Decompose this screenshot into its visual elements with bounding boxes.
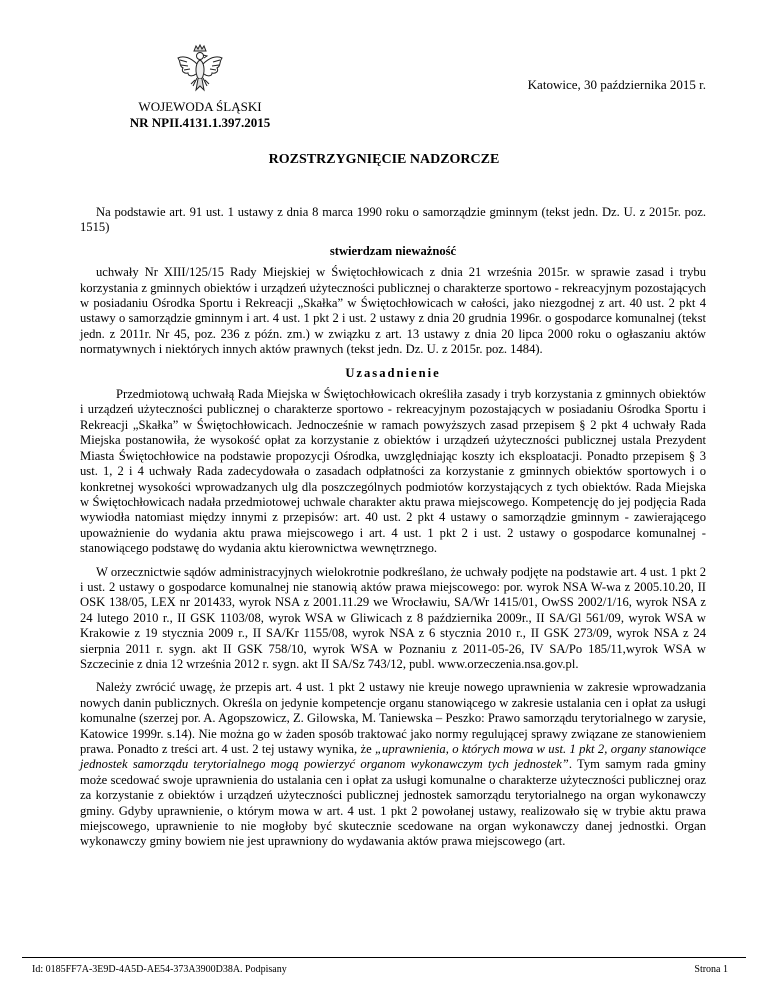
justification-heading: Uzasadnienie: [345, 365, 441, 380]
footer-divider: [22, 957, 746, 958]
page-number: Strona 1: [694, 964, 728, 975]
justification-paragraph-2: W orzecznictwie sądów administracyjnych wielokrotnie podkreślano, że uchwały podjęte na podstawie art. 4 ust. 1 pkt 2 i ust. 2 ustawy o gospodarce komunalnej nie stanowią aktów prawa miejscowego: por. wyrok NSA W-wa z 2005.10.20, II OSK 138/05, LEX nr 201433, wyrok NSA z 2001.11.29 we Wrocławiu, SA/Wr 1415/01, OwSS 2002/1/16, wyrok NSA z 24 lutego 2010 r., II GSK 1103/08, wyrok WSA w Gliwicach z 8 października 2009r., II SA/Gl 561/09, wyrok WSA w Krakowie z 19 stycznia 2009 r., II SA/Kr 1155/08, wyrok NSA z 6 stycznia 2010 r., II GSK 273/09, wyrok NSA z 24 sierpnia 2011 r. sygn. akt II GSK 758/10, wyrok WSA w Poznaniu z 2011-05-26, IV SA/Po 185/11,wyrok WSA w Szczecinie z dnia 12 września 2012 r. sygn. akt II SA/Sz 743/12, publ. www.orzeczenia.nsa.gov.pl.: [80, 564, 706, 671]
issuing-authority-block: [110, 99, 290, 131]
paragraph-3-end: . Tym samym rada gminy może scedować swoje uprawnienia do ustalania cen i opłat za usługi komunalne o charakterze użyteczności publicznej oraz za korzystanie z obiektów i urządzeń użyteczności publicznej jednostek samorządu terytorialnego na organ wykonawczy gminy. Gdyby uprawnienie, o którym mowa w art. 4 ust. 1 pkt 2 powołanej ustawy, realizowało się w trybie aktu prawa miejscowego, uprawnienie to nie mogłoby być skutecznie scedowane na organ wykonawczy danej jednostki. Organ wykonawczy gminy bowiem nie jest uprawniony do wydawania aktów prawa miejscowego (art.: [80, 757, 707, 849]
document-id: Id: 0185FF7A-3E9D-4A5D-AE54-373A3900D38A. Podpisany: [32, 964, 287, 975]
justification-paragraph-3: [80, 680, 706, 849]
decision-statement: stwierdzam nieważność: [329, 243, 457, 258]
legal-basis: Na podstawie art. 91 ust. 1 ustawy z dnia 8 marca 1990 roku o samorządzie gminnym (tekst jedn. Dz. U. z 2015r. poz. 1515): [80, 205, 706, 235]
polish-eagle-emblem-icon: [175, 42, 225, 94]
justification-paragraph-1: Przedmiotową uchwałą Rada Miejska w Świętochłowicach określiła zasady i tryb korzystania z gminnych obiektów i urządzeń użyteczności publicznej o charakterze sportowo - rekreacyjnym pozostających w posiadaniu Ośrodka Sportu i Rekreacji „Skałka” w Świętochłowicach. Jednocześnie w ramach powyższych zasad przepisem § 2 pkt 4 uchwały Rada Miejska postanowiła, że wysokość opłat za korzystanie z obiektów i urządzeń użyteczności publicznej ustala Prezydent Miasta Świętochłowice na podstawie propozycji Ośrodka, uwzględniając koszty ich eksploatacji. Ponadto przepisem § 3 ust. 1, 2 i 4 uchwały Rada zadecydowała o zasadach odpłatności za korzystanie z gminnych obiektów sportowych i o konkretnej wysokości wprowadzanych ulg dla poszczególnych podmiotów korzystających z tych obiektów. Rada Miejska w Świętochłowicach nadała przedmiotowej uchwale charakter aktu prawa miejscowego. Kompetencję do jej podjęcia Rada wywiodła natomiast między innymi z przepisów: art. 40 ust. 2 pkt 4 ustawy o samorządzie gminnym - zawierającego upoważnienie do wydania aktu prawa miejscowego i art. 4 ust. 1 pkt 2 i ust. 2 ustawy o gospodarce komunalnej - stanowiącego podstawę do wydania aktu kierownictwa wewnętrznego.: [80, 387, 706, 556]
paragraph-3-start: Należy zwrócić uwagę, że przepis art. 4 ust. 1 pkt 2 ustawy nie kreuje nowego uprawnienia w zakresie wprowadzania nowych danin publicznych. Określa on jedynie kompetencje organu stanowiącego w zakresie ustalania cen i opłat za usługi komunalne (szerzej por. A. Agopszowicz, Z. Gilowska, M. Taniewska – Peszko: Prawo samorządu terytorialnego w zarysie, Katowice 1999r. s.14). Nie można go w żaden sposób traktować jako normy regulującej sprawy związane ze stanowieniem prawa. Ponadto z treści art. 4 ust. 2 tej ustawy wynika, że: [80, 680, 706, 756]
reference-number: NR NPII.4131.1.397.2015: [129, 115, 271, 130]
document-title: ROZSTRZYGNIĘCIE NADZORCZE: [268, 152, 500, 167]
quoted-provision: „uprawnienia, o których mowa w ust. 1 pkt 2, organy stanowiące jednostek samorządu terytorialnego mogą powierzyć organom wykonawczym tych jednostek”: [80, 742, 706, 772]
document-body: [80, 205, 706, 858]
resolution-text: uchwały Nr XIII/125/15 Rady Miejskiej w Świętochłowicach z dnia 21 września 2015r. w sprawie zasad i trybu korzystania z gminnych obiektów i urządzeń użyteczności publicznej o charakterze sportowo - rekreacyjnym pozostających w posiadaniu Ośrodka Sportu i Rekreacji „Skałka” w Świętochłowicach w całości, jako niezgodnej z art. 40 ust. 2 pkt 4 ustawy o samorządzie gminnym i art. 4 ust. 1 pkt 2 i ust. 2 ustawy z dnia 20 grudnia 1996r. o gospodarce komunalnej (tekst jedn. z 2011r. Nr 45, poz. 236 z późn. zm.) w związku z art. 13 ustawy z dnia 20 lipca 2000 roku o ogłaszaniu aktów normatywnych i niektórych innych aktów prawnych (tekst jedn. Dz. U. z 2015r. poz. 1484).: [80, 265, 706, 357]
place-date: Katowice, 30 października 2015 r.: [527, 77, 706, 92]
authority-name: WOJEWODA ŚLĄSKI: [138, 99, 262, 114]
